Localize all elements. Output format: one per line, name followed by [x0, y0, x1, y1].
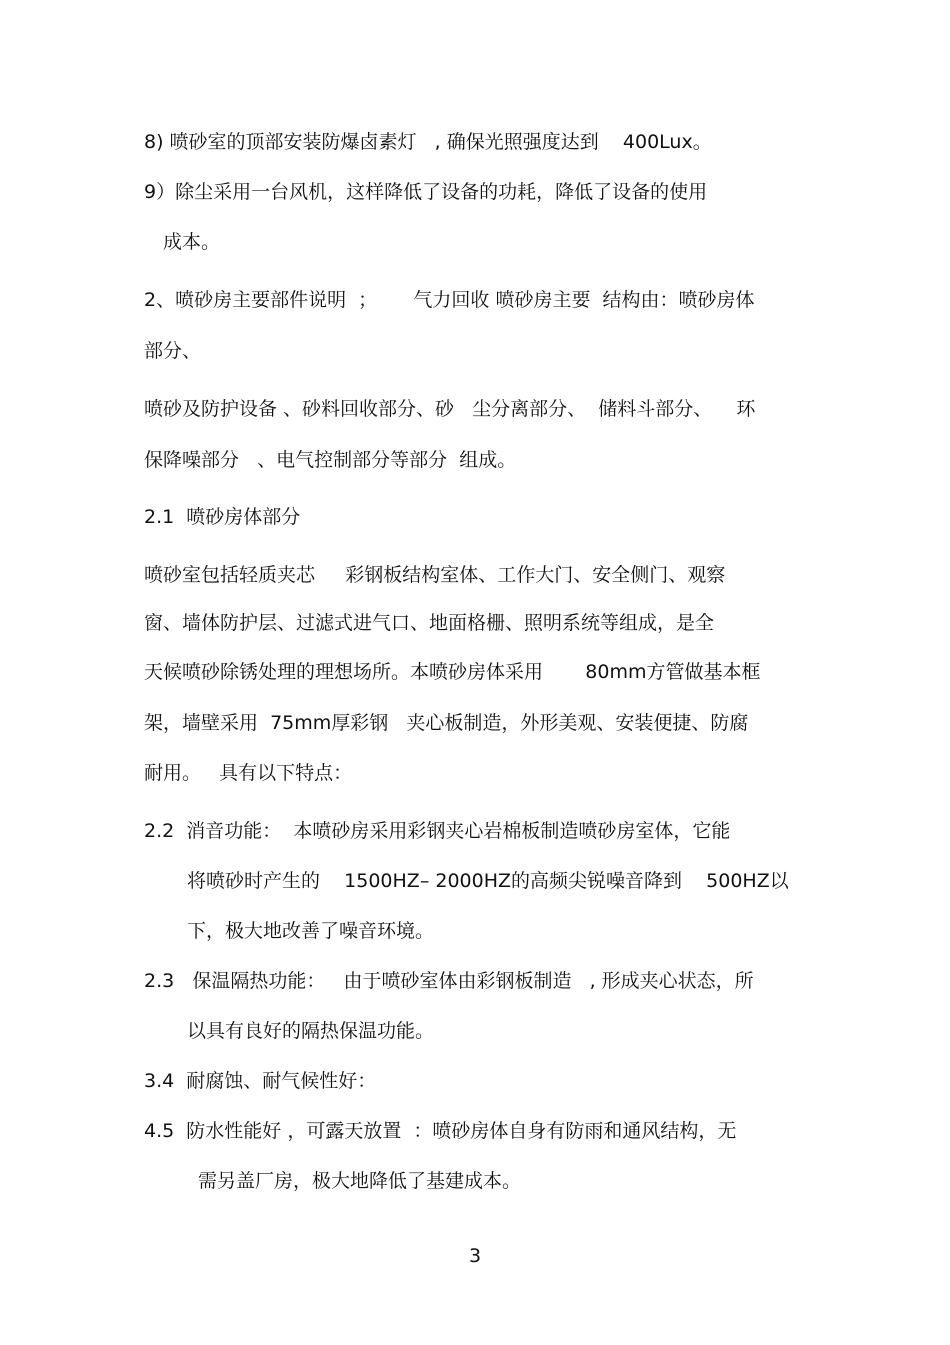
feature-4-5: 4.5 防水性能好 ，可露天放置 ：喷砂房体自身有防雨和通风结构，无 [144, 1120, 737, 1142]
feature-2-3-cont: 以具有良好的隔热保温功能。 [187, 1020, 435, 1042]
feature-4-5-cont: 需另盖厂房，极大地降低了基建成本。 [198, 1170, 522, 1192]
text-line-10: 窗、墙体防护层、过滤式进气口、地面格栅、照明系统等组成，是全 [144, 612, 715, 634]
feature-2-2-cont-2: 下，极大地改善了噪音环境。 [187, 920, 435, 942]
feature-3-4: 3.4 耐腐蚀、耐气候性好： [144, 1070, 377, 1092]
text-line-11: 天候喷砂除锈处理的理想场所。本喷砂房体采用 80mm方管做基本框 [144, 661, 761, 683]
feature-2-3: 2.3 保温隔热功能： 由于喷砂室体由彩钢板制造 , 形成夹心状态，所 [144, 970, 754, 992]
text-line-7: 保降噪部分 、电气控制部分等部分 组成。 [144, 449, 517, 471]
text-line-2: 9）除尘采用一台风机，这样降低了设备的功耗，降低了设备的使用 [144, 181, 708, 203]
text-line-13: 耐用。 具有以下特点： [144, 762, 353, 784]
feature-2-2-cont-1: 将喷砂时产生的 1500HZ– 2000HZ的高频尖锐噪音降到 500HZ以 [187, 870, 789, 892]
text-line-3: 成本。 [163, 231, 221, 253]
subsection-heading-2-1: 2.1 喷砂房体部分 [144, 506, 301, 528]
text-line-5: 部分、 [144, 340, 202, 362]
text-line-9: 喷砂室包括轻质夹芯 彩钢板结构室体、工作大门、安全侧门、观察 [144, 564, 726, 586]
page-number: 3 [468, 1245, 482, 1267]
text-line-6: 喷砂及防护设备 、砂料回收部分、砂 尘分离部分、 储料斗部分、 环 [144, 398, 756, 420]
text-line-12: 架，墙壁采用 75mm厚彩钢 夹心板制造，外形美观、安装便捷、防腐 [144, 712, 749, 734]
feature-2-2: 2.2 消音功能： 本喷砂房采用彩钢夹心岩棉板制造喷砂房室体，它能 [144, 820, 731, 842]
section-heading-2: 2、喷砂房主要部件说明 ； 气力回收 喷砂房主要 结构由：喷砂房体 [144, 289, 755, 311]
text-line-1: 8) 喷砂室的顶部安装防爆卤素灯 , 确保光照强度达到 400Lux。 [144, 131, 712, 153]
